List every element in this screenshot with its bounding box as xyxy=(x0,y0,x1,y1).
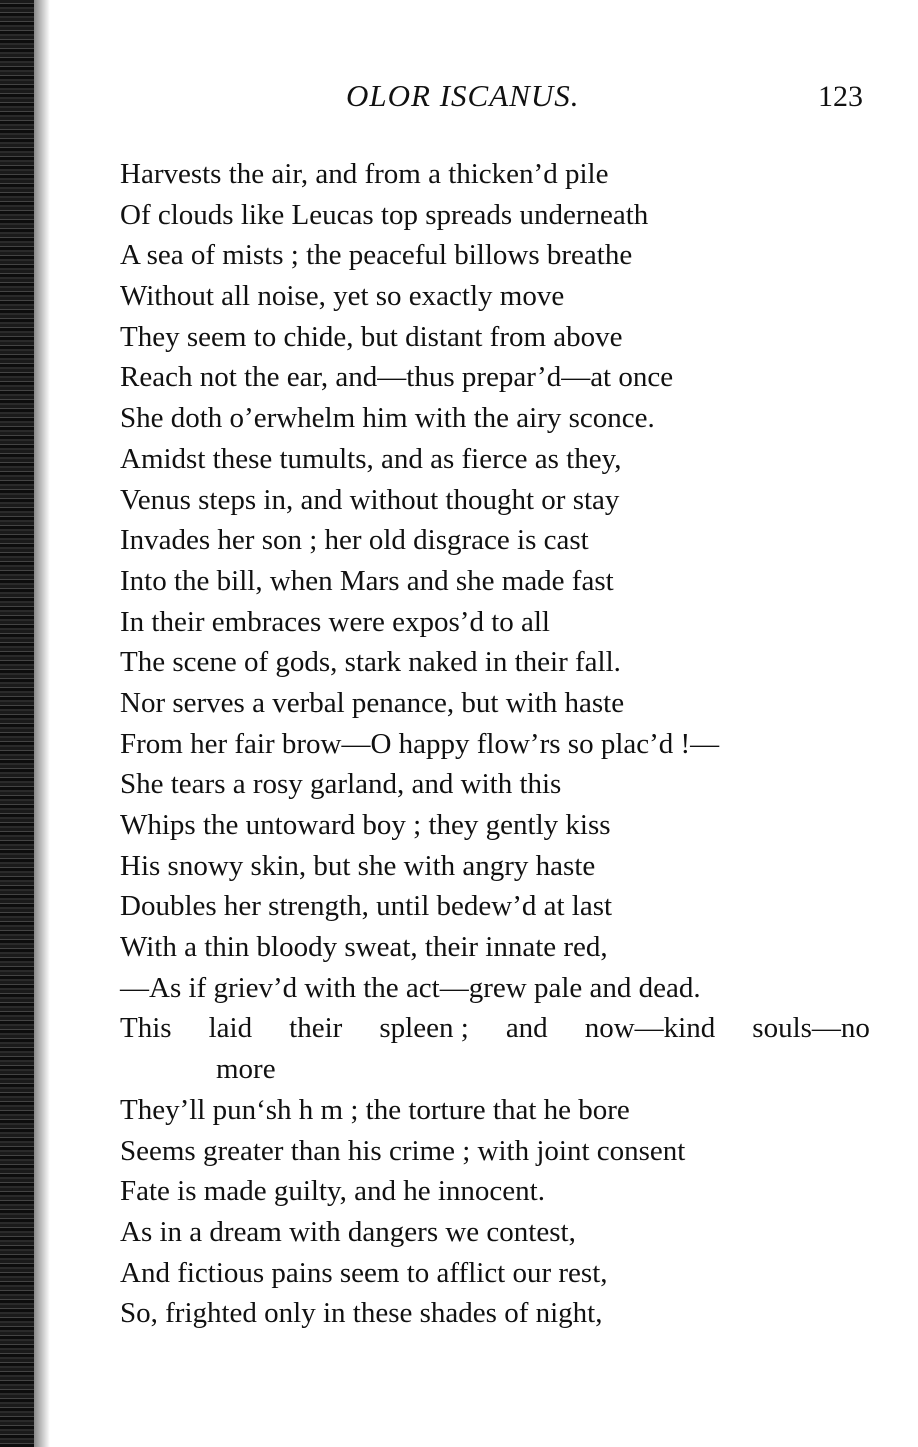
poem-text xyxy=(120,154,890,1334)
poem-line: The scene of gods, stark naked in their fall. xyxy=(120,646,621,679)
poem-line: She tears a rosy garland, and with this xyxy=(120,768,562,801)
page-binding-edge xyxy=(0,0,34,1447)
poem-line: Fate is made guilty, and he innocent. xyxy=(120,1175,545,1208)
poem-line: Without all noise, yet so exactly move xyxy=(120,280,565,313)
poem-line: Amidst these tumults, and as fierce as they, xyxy=(120,442,622,475)
poem-line: Nor serves a verbal penance, but with haste xyxy=(120,686,625,719)
word: and xyxy=(505,1012,548,1045)
poem-line: Harvests the air, and from a thicken’d pile xyxy=(120,158,609,190)
word: their xyxy=(289,1012,343,1045)
poem-line: Venus steps in, and without thought or stay xyxy=(120,483,620,516)
word: laid xyxy=(208,1012,253,1045)
poem-line: They seem to chide, but distant from above xyxy=(120,320,623,353)
poem-line-turnover: more xyxy=(216,1053,276,1086)
poem-line: In their embraces were expos’d to all xyxy=(120,605,550,638)
poem-line: Into the bill, when Mars and she made fast xyxy=(120,564,614,597)
word: spleen ; xyxy=(379,1012,469,1045)
poem-line: They’ll pun‘sh h m ; the torture that he bore xyxy=(120,1093,630,1126)
poem-line: Invades her son ; her old disgrace is cast xyxy=(120,524,589,557)
poem-line: Of clouds like Leucas top spreads underneath xyxy=(120,198,649,231)
poem-line: —As if griev’d with the act—grew pale and dead. xyxy=(120,971,701,1004)
poem-line: His snowy skin, but she with angry haste xyxy=(120,849,596,882)
poem-line: With a thin bloody sweat, their innate red, xyxy=(120,931,608,964)
word: souls—no xyxy=(752,1012,870,1045)
poem-line-justified xyxy=(120,1008,870,1049)
poem-line: Reach not the ear, and—thus prepar’d—at once xyxy=(120,361,674,394)
poem-line: A sea of mists ; the peaceful billows breathe xyxy=(120,239,633,272)
poem-line: As in a dream with dangers we contest, xyxy=(120,1215,576,1248)
poem-line: From her fair brow—O happy flow’rs so plac’d !— xyxy=(120,727,720,760)
poem-line: Whips the untoward boy ; they gently kiss xyxy=(120,809,611,841)
poem-line: So, frighted only in these shades of night, xyxy=(120,1297,603,1330)
poem-line: Seems greater than his crime ; with joint consent xyxy=(120,1134,686,1167)
running-title: OLOR ISCANUS. xyxy=(346,78,580,113)
word: This xyxy=(120,1012,172,1045)
page-number: 123 xyxy=(818,80,863,113)
poem-line: She doth o’erwhelm him with the airy sconce. xyxy=(120,402,655,435)
poem-line: And fictious pains seem to afflict our rest, xyxy=(120,1256,608,1289)
word: now—kind xyxy=(584,1012,716,1045)
poem-line: Doubles her strength, until bedew’d at last xyxy=(120,890,613,923)
